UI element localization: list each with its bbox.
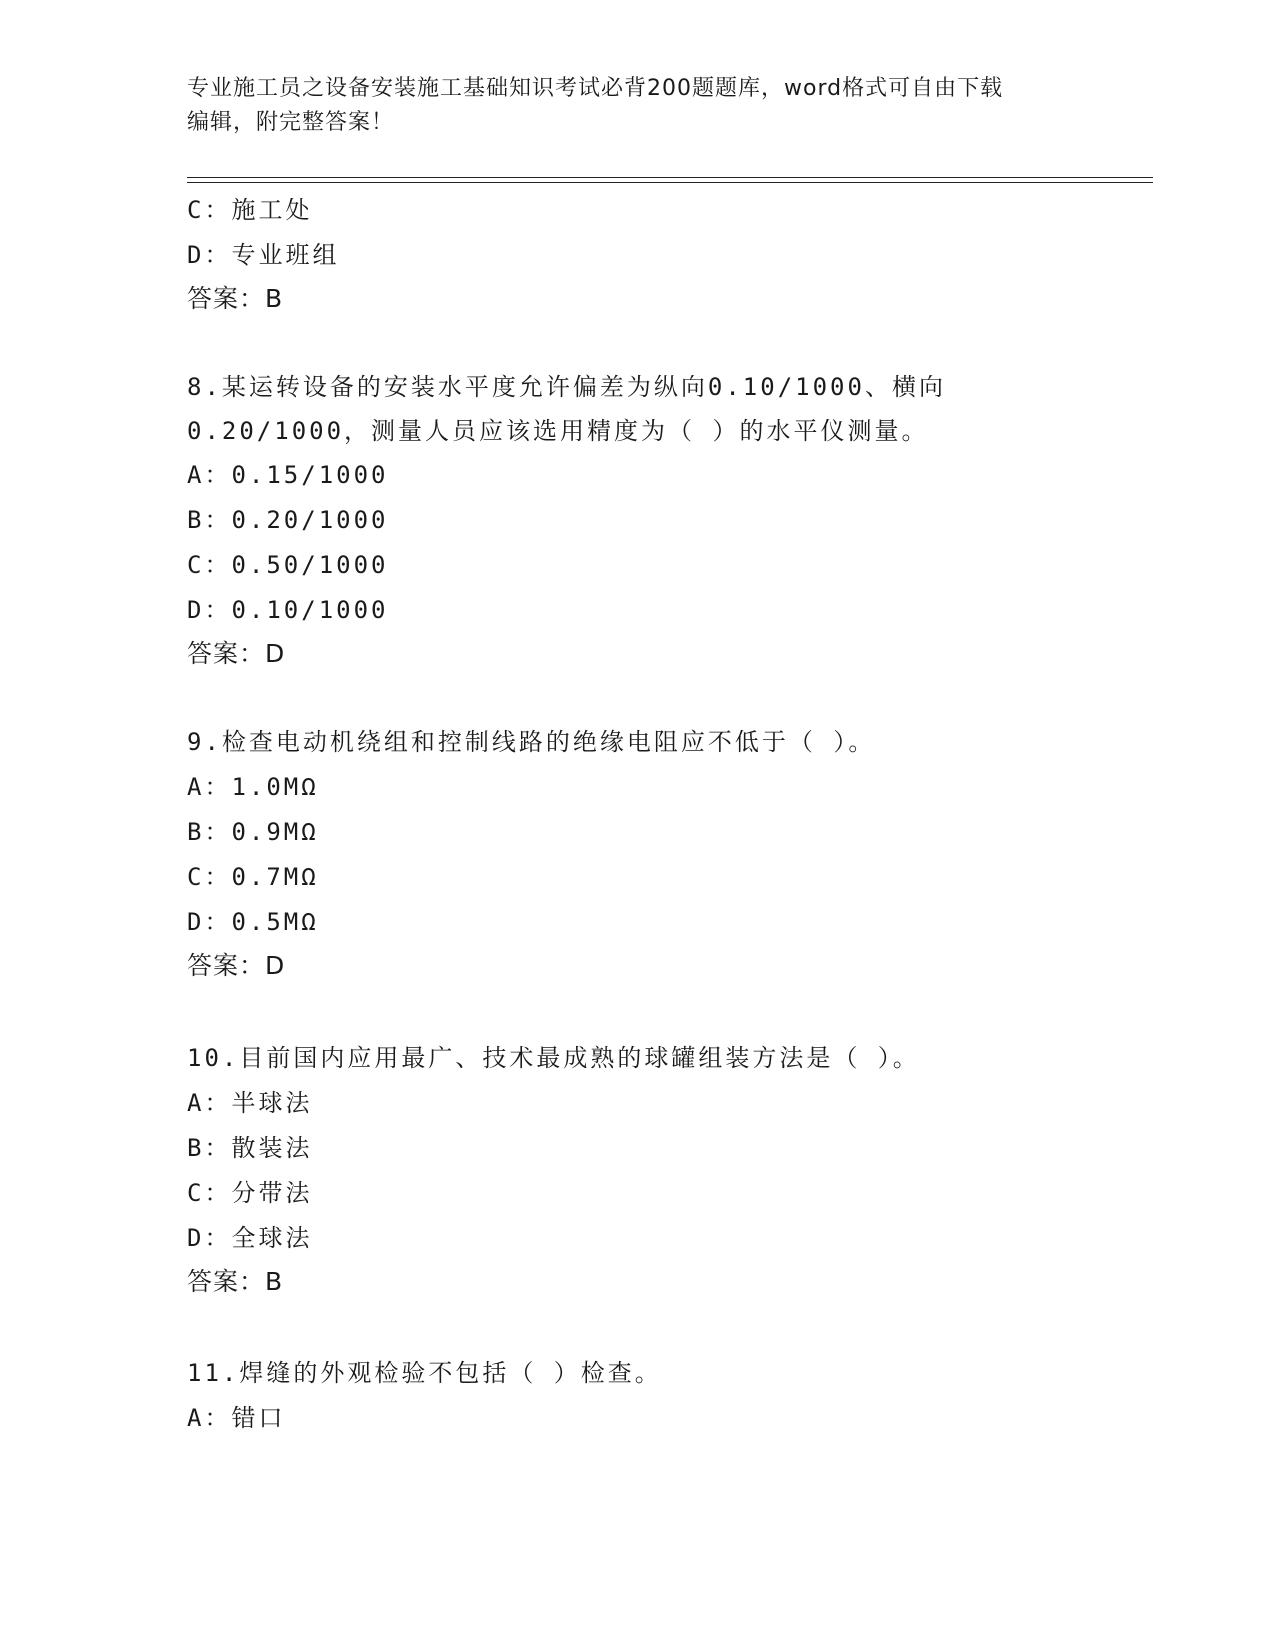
q8-option-c: C：0.50/1000 <box>187 551 389 579</box>
q7-option-c: C：施工处 <box>187 196 313 224</box>
q10-option-c: C：分带法 <box>187 1179 313 1207</box>
q7-option-d: D：专业班组 <box>187 241 340 269</box>
q9-answer: 答案：D <box>187 951 286 980</box>
q11-option-a: A：错口 <box>187 1404 286 1432</box>
q8-stem-line2: 0.20/1000，测量人员应该选用精度为（ ）的水平仪测量。 <box>187 417 929 445</box>
q8-option-d: D：0.10/1000 <box>187 596 389 624</box>
q10-option-d: D：全球法 <box>187 1224 313 1252</box>
document-header <box>187 72 1087 140</box>
header-title-line1: 专业施工员之设备安装施工基础知识考试必背200题题库，word格式可自由下载 <box>187 76 1004 101</box>
q10-option-b: B：散装法 <box>187 1134 313 1162</box>
q8-stem-line1: 8.某运转设备的安装水平度允许偏差为纵向0.10/1000、横向 <box>187 373 946 401</box>
header-divider-bottom <box>187 182 1153 183</box>
q8-answer: 答案：D <box>187 639 286 668</box>
header-title-line2: 编辑，附完整答案！ <box>187 110 395 135</box>
q10-stem: 10.目前国内应用最广、技术最成熟的球罐组装方法是（ ）。 <box>187 1044 920 1072</box>
header-divider-top <box>187 177 1153 178</box>
q10-option-a: A：半球法 <box>187 1089 313 1117</box>
q10-answer: 答案：B <box>187 1267 284 1296</box>
q9-stem: 9.检查电动机绕组和控制线路的绝缘电阻应不低于（ ）。 <box>187 728 876 756</box>
q9-option-a: A：1.0MΩ <box>187 773 319 801</box>
q9-option-b: B：0.9MΩ <box>187 818 319 846</box>
q9-option-d: D：0.5MΩ <box>187 908 319 936</box>
q8-option-b: B：0.20/1000 <box>187 506 389 534</box>
q8-option-a: A：0.15/1000 <box>187 461 389 489</box>
q9-option-c: C：0.7MΩ <box>187 863 319 891</box>
q11-stem: 11.焊缝的外观检验不包括（ ）检查。 <box>187 1359 662 1387</box>
q7-answer: 答案：B <box>187 284 284 313</box>
